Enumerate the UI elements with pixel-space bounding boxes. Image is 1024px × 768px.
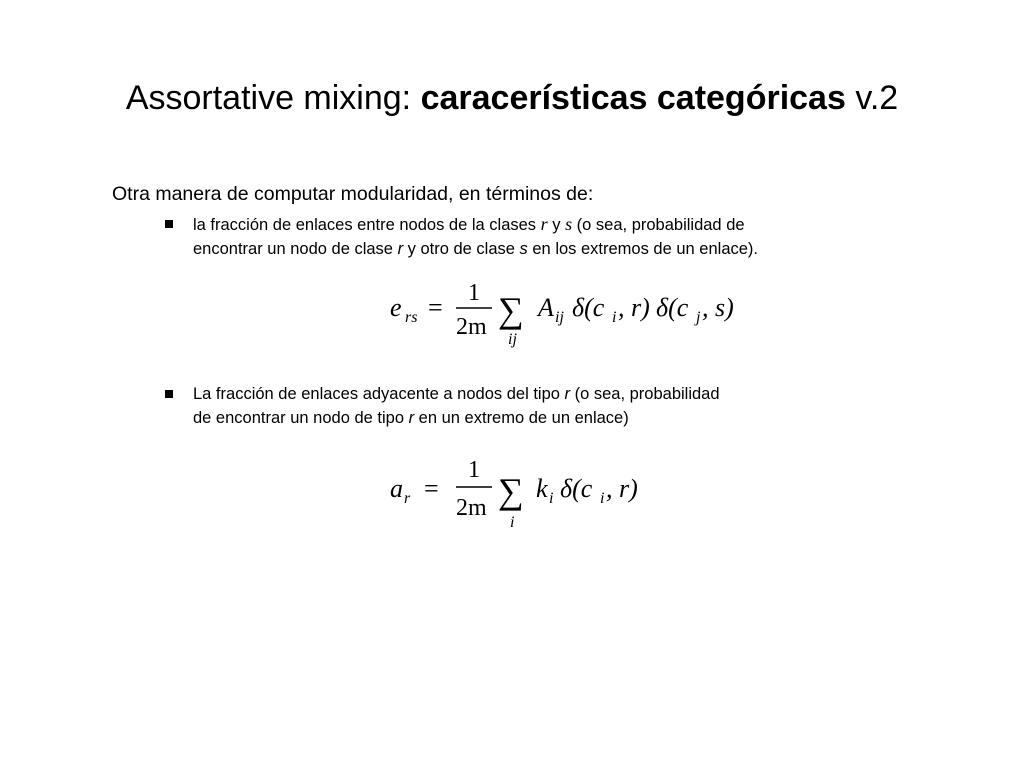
- title-suffix: v.2: [845, 79, 899, 117]
- intro-text: Otra manera de computar modularidad, en términos de:: [112, 183, 594, 205]
- f1-delta1: δ(c: [572, 293, 605, 322]
- bullet-1-line-2-b: y otro de clase: [403, 240, 520, 258]
- bullet-2-line-1: [193, 382, 720, 406]
- bullet-1-line-1-b: (o sea, probabilidad de: [572, 216, 745, 234]
- formula-a-r: [388, 455, 648, 535]
- bullet-1-line-2: [193, 237, 758, 261]
- bullet-1-var-s: s: [565, 214, 573, 234]
- f1-delta1-end: , r): [618, 293, 650, 322]
- f2-delta: δ(c: [560, 474, 593, 503]
- f1-term-a: A: [538, 293, 554, 322]
- f1-delta1-sub: i: [612, 309, 617, 326]
- f2-delta-sub: i: [600, 490, 605, 507]
- bullet-1-text: [193, 212, 758, 261]
- title-normal: Assortative mixing:: [125, 79, 421, 117]
- bullet-1-line-2-var-r: r: [397, 240, 404, 258]
- bullet-1-line-2-a: encontrar un nodo de clase: [193, 240, 398, 258]
- bullet-2-line-1-b: (o sea, probabilidad: [570, 385, 720, 403]
- bullet-2-line-2-a: de encontrar un nodo de tipo: [193, 409, 409, 427]
- formula-e-rs: [388, 278, 738, 350]
- f1-lhs-sub: rs: [405, 309, 418, 326]
- bullet-1-line-2-var-s: s: [519, 240, 528, 258]
- f1-delta2: δ(c: [656, 293, 689, 322]
- f1-lhs: e: [390, 293, 402, 322]
- f1-sum-sub: ij: [508, 331, 517, 348]
- bullet-1-line-1-a: la fracción de enlaces entre nodos de la clases: [193, 216, 541, 234]
- slide-title: [0, 76, 1024, 120]
- f2-den: 2m: [456, 495, 487, 521]
- square-bullet-icon: [165, 390, 173, 398]
- f2-sum: ∑: [498, 471, 524, 511]
- bullet-1-line-2-c: en los extremos de un enlace).: [527, 240, 759, 258]
- f2-sum-sub: i: [510, 514, 515, 531]
- f2-term-k-sub: i: [549, 490, 554, 507]
- bullet-2-text: [193, 382, 720, 430]
- bullet-2-line-1-a: La fracción de enlaces adyacente a nodos del tipo: [193, 385, 565, 403]
- f2-term-k: k: [536, 474, 548, 503]
- bullet-2-line-2-b: en un extremo de un enlace): [414, 409, 629, 427]
- f2-num: 1: [468, 457, 480, 483]
- bullet-1-var-r: r: [540, 214, 548, 234]
- f1-num: 1: [468, 280, 480, 306]
- f1-den: 2m: [456, 314, 487, 340]
- f1-eq: =: [428, 293, 443, 322]
- f1-delta2-end: , s): [702, 293, 734, 322]
- title-bold: caracerísticas categóricas: [420, 79, 846, 117]
- bullet-2-line-2: [193, 406, 720, 430]
- f1-sum: ∑: [498, 290, 524, 330]
- bullet-1-line-1-y: y: [547, 216, 566, 234]
- square-bullet-icon: [165, 220, 173, 228]
- f1-term-a-sub: ij: [555, 309, 564, 326]
- f1-delta2-sub: j: [696, 309, 701, 326]
- f2-delta-end: , r): [606, 474, 638, 503]
- f2-lhs-sub: r: [404, 490, 411, 507]
- f2-lhs: a: [390, 474, 403, 503]
- bullet-1-line-1: [193, 212, 758, 237]
- f2-eq: =: [424, 474, 439, 503]
- bullet-2-line-2-var-r: r: [408, 409, 415, 427]
- bullet-2-var-r: r: [564, 385, 571, 403]
